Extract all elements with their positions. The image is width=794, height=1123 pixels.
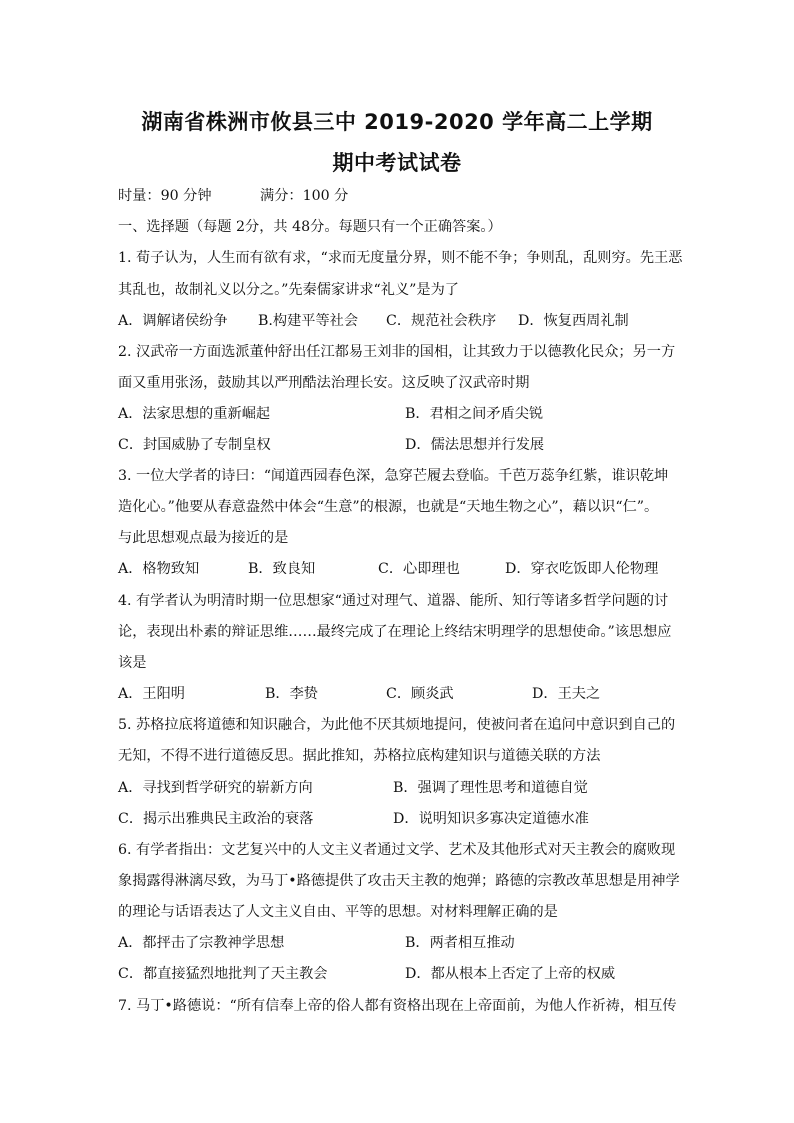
question-7-line-1: 7. 马丁•路德说：“所有信奉上帝的俗人都有资格出现在上帝面前，为他人作祈祷，相互传 — [118, 998, 677, 1014]
question-1-option-a: A．调解诸侯纷争 — [118, 313, 228, 329]
question-4-option-d: D．王夫之 — [532, 686, 601, 702]
question-6-line-2: 象揭露得淋漓尽致，为马丁•路德提供了攻击天主教的炮弹；路德的宗教改革思想是用神学 — [118, 873, 680, 889]
question-3-option-c: C．心即理也 — [378, 561, 460, 577]
question-2-option-a: A．法家思想的重新崛起 — [118, 406, 271, 422]
question-4-option-b: B．李贽 — [265, 686, 318, 702]
question-1-option-b: B.构建平等社会 — [258, 313, 359, 329]
question-2-line-1: 2. 汉武帝一方面选派董仲舒出任江都易王刘非的国相，让其致力于以德教化民众；另一方 — [118, 344, 676, 360]
exam-meta — [118, 186, 678, 206]
question-6-option-d: D．都从根本上否定了上帝的权威 — [405, 966, 616, 982]
page-title: 湖南省株洲市攸县三中 2019-2020 学年高二上学期 — [141, 110, 653, 134]
question-2-option-d: D．儒法思想并行发展 — [405, 437, 545, 453]
question-5-line-1: 5. 苏格拉底将道德和知识融合，为此他不厌其烦地提问，使被问者在追问中意识到自己的 — [118, 717, 676, 733]
question-1-option-d: D．恢复西周礼制 — [518, 313, 629, 329]
question-6-option-a: A．都抨击了宗教神学思想 — [118, 935, 285, 951]
question-6-option-c: C．都直接猛烈地批判了天主教会 — [118, 966, 328, 982]
time-limit: 时量：90 分钟 — [118, 188, 212, 204]
question-2-option-b: B．君相之间矛盾尖锐 — [405, 406, 544, 422]
question-4-line-2: 论，表现出朴素的辩证思维……最终完成了在理论上终结宋明理学的思想使命。”该思想应 — [118, 624, 672, 640]
question-4-option-c: C．顾炎武 — [386, 686, 454, 702]
question-5-line-2: 无知，不得不进行道德反思。据此推知，苏格拉底构建知识与道德关联的方法 — [118, 748, 601, 764]
question-3-line-3: 与此思想观点最为接近的是 — [118, 530, 289, 546]
question-4-line-1: 4. 有学者认为明清时期一位思想家“通过对理气、道器、能所、知行等诸多哲学问题的讨 — [118, 593, 669, 609]
question-1-line-1: 1. 荀子认为，人生而有欲有求，“求而无度量分界，则不能不争；争则乱，乱则穷。先王恶 — [118, 250, 683, 266]
question-3-line-2: 造化心。”他要从春意盎然中体会“生意”的根源，也就是“天地生物之心”，藉以识“仁”。 — [118, 499, 659, 515]
question-3-option-a: A．格物致知 — [118, 561, 200, 577]
question-5-option-c: C．揭示出雅典民主政治的衰落 — [118, 811, 314, 827]
question-4-option-a: A．王阳明 — [118, 686, 185, 702]
question-4-line-3: 该是 — [118, 655, 147, 671]
question-6-option-b: B．两者相互推动 — [405, 935, 515, 951]
question-1-line-2: 其乱也，故制礼义以分之。”先秦儒家讲求“礼义”是为了 — [118, 282, 459, 298]
section-heading: 一、选择题（每题 2分，共 48分。每题只有一个正确答案。） — [118, 219, 502, 235]
page-subtitle: 期中考试试卷 — [332, 151, 462, 175]
question-5-option-d: D．说明知识多寡决定道德水准 — [393, 811, 589, 827]
full-score: 满分：100 分 — [260, 188, 349, 204]
question-2-line-2: 面又重用张汤，鼓励其以严刑酷法治理长安。这反映了汉武帝时期 — [118, 375, 530, 391]
question-6-line-3: 的理论与话语表达了人文主义自由、平等的思想。对材料理解正确的是 — [118, 904, 558, 920]
question-1-option-c: C．规范社会秩序 — [386, 313, 497, 329]
question-3-option-b: B．致良知 — [248, 561, 316, 577]
question-3-line-1: 3. 一位大学者的诗曰：“闻道西园春色深，急穿芒履去登临。千芭万蕊争红紫，谁识乾坤 — [118, 468, 669, 484]
question-6-line-1: 6. 有学者指出：文艺复兴中的人文主义者通过文学、艺术及其他形式对天主教会的腐败现 — [118, 842, 676, 858]
question-5-option-a: A．寻找到哲学研究的崭新方向 — [118, 780, 313, 796]
question-3-option-d: D．穿衣吃饭即人伦物理 — [505, 561, 659, 577]
question-5-option-b: B．强调了理性思考和道德自觉 — [393, 780, 588, 796]
question-2-option-c: C．封国威胁了专制皇权 — [118, 437, 271, 453]
